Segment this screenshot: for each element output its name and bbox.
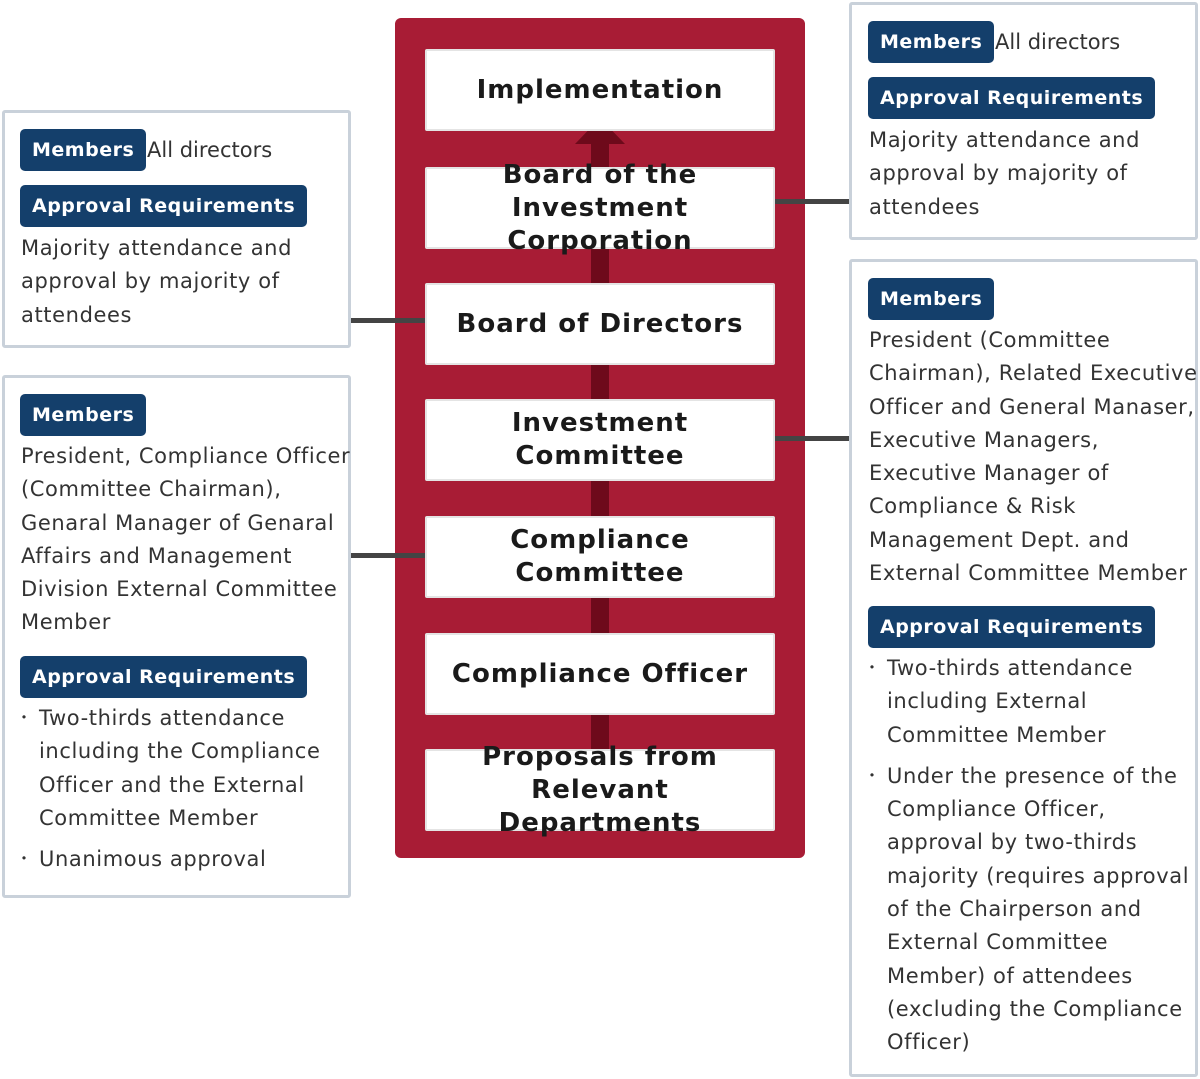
step-board-investment-corporation [425,159,775,256]
bullet-line: Compliance Officer, [887,797,1106,822]
bullet-line: Officer) [887,1030,971,1055]
bullet-line: including External [887,689,1088,714]
text-line: Compliance & Risk [869,494,1077,519]
bullet-item [869,652,1189,752]
text-line: Member [21,610,111,635]
members-tag: Members [868,278,994,320]
bullet-line: (excluding the Compliance [887,996,1183,1021]
approval-bullets [21,702,320,876]
text-line: attendees [869,194,981,219]
bullet-line: ・ Two-thirds attendance [39,706,286,730]
text-line: Executive Manager of [869,461,1109,486]
text-line: External Committee Member [869,561,1188,586]
text-line: Investment Committee [511,408,689,471]
step-investment-committee [425,399,775,481]
bullet-line: including the Compliance [39,739,321,764]
step-board-of-directors [425,283,775,365]
text-line: Board of Directors [456,308,744,339]
step-compliance-officer [425,633,775,715]
text-line: Executive Managers, [869,427,1099,452]
step-compliance-committee [425,516,775,598]
text-line: Chairman), Related Executive [869,361,1198,386]
bullet-line: majority (requires approval [887,863,1190,888]
text-line: approval by majority of [869,161,1128,186]
members-tag: Members [20,129,146,171]
text-line: Relevant Departments [498,774,702,838]
text-line: Affairs and Management [21,543,293,568]
connector-board-directors [350,318,425,330]
bullet-line: Committee Member [39,805,259,830]
bullet-line: approval by two-thirds [887,830,1138,855]
approval-requirements-tag: Approval Requirements [868,606,1155,648]
connector-investment-committee [775,436,850,448]
approval-text [21,232,292,332]
members-text [869,324,1198,590]
approval-bullets [869,652,1189,1060]
text-line: Genaral Manager of Genaral [21,510,335,535]
text-line: Board of the [502,159,698,190]
bullet-line: ・ Under the presence of the [887,763,1178,788]
members-tag: Members [20,394,146,436]
text-line: Majority attendance and [869,128,1140,152]
connector-compliance-committee [350,553,425,565]
text-line: President, Compliance Officer [21,444,351,468]
bullet-line: ・ Two-thirds attendance [887,656,1134,680]
bullet-line: of the Chairperson and [887,897,1142,922]
text-line: approval by majority of [21,269,280,294]
bullet-line: Member) of attendees [887,963,1133,988]
approval-text [869,124,1140,224]
bullet-line: ・ Unanimous approval [39,847,267,872]
members-tag: Members [868,21,994,63]
bullet-line: External Committee [887,930,1109,955]
step-implementation [425,49,775,131]
text-line: Compliance Committee [510,525,690,588]
text-line: Implementation [476,74,724,105]
step-proposals [425,741,775,838]
approval-requirements-tag: Approval Requirements [868,77,1155,119]
text-line: Compliance Officer [451,658,749,689]
members-value: All directors [995,30,1121,54]
text-line: President (Committee [869,328,1111,352]
approval-requirements-tag: Approval Requirements [20,185,307,227]
approval-requirements-tag: Approval Requirements [20,656,307,698]
text-line: Investment Corporation [507,192,693,256]
members-text [21,440,350,640]
bullet-line: Committee Member [887,722,1107,747]
text-line: (Committee Chairman), [21,477,282,502]
text-line: Division External Committee [21,577,338,602]
members-value: All directors [147,138,273,162]
text-line: attendees [21,302,133,327]
text-line: Proposals from [482,741,718,772]
bullet-line: Officer and the External [39,772,305,797]
text-line: Officer and General Manaser, [869,394,1195,419]
text-line: Majority attendance and [21,236,292,260]
text-line: Management Dept. and [869,527,1130,552]
bullet-item [869,760,1189,1060]
bullet-item [21,702,320,835]
bullet-item [21,843,320,876]
